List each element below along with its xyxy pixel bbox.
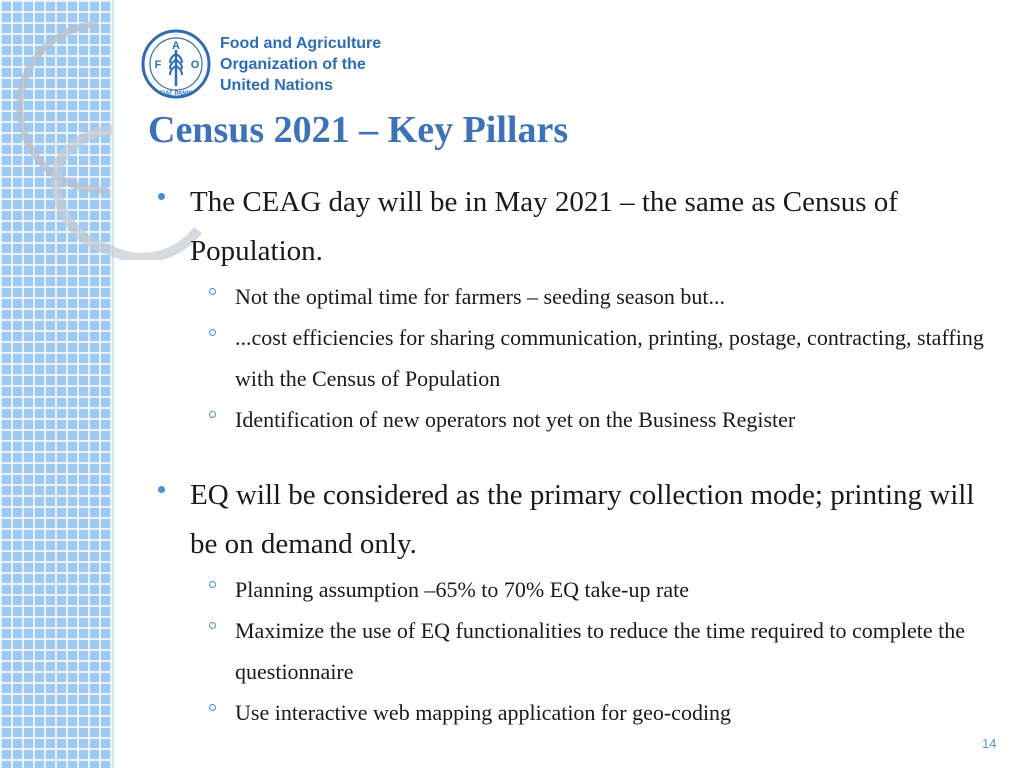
sub-text-1-2: ...cost efficiencies for sharing communication, printing, postage, contracting, staffing with the Census of Population	[235, 325, 984, 391]
emblem-letter-f: F	[154, 59, 162, 71]
sub-item-2-2	[158, 610, 998, 692]
fao-organization-name	[220, 33, 381, 96]
sub-text-1-3: Identification of new operators not yet on the Business Register	[235, 407, 796, 432]
emblem-letter-a: A	[172, 40, 180, 52]
bullet-text-2: EQ will be considered as the primary collection mode; printing will be on demand only.	[190, 479, 975, 560]
sub-item-2-3	[158, 692, 998, 733]
sub-bullet-circle-icon	[209, 581, 216, 588]
sub-item-1-1	[158, 276, 998, 317]
sub-bullet-circle-icon	[209, 704, 216, 711]
org-name-line-3: United Nations	[220, 77, 333, 94]
org-name-line-2: Organization of the	[220, 56, 366, 73]
bullet-text-1: The CEAG day will be in May 2021 – the same as Census of Population.	[190, 186, 898, 267]
sub-bullet-circle-icon	[209, 622, 216, 629]
bullet-dot-icon	[158, 193, 165, 200]
bullet-item-1	[158, 178, 998, 276]
sub-text-2-3: Use interactive web mapping application for geo-coding	[235, 700, 732, 725]
sub-text-1-1: Not the optimal time for farmers – seeding season but...	[235, 284, 725, 309]
emblem-letter-o: O	[190, 59, 200, 71]
sub-text-2-2: Maximize the use of EQ functionalities to reduce the time required to complete the questionnaire	[235, 618, 966, 684]
sub-bullet-circle-icon	[209, 288, 216, 295]
sub-bullet-circle-icon	[209, 329, 216, 336]
sub-item-1-3	[158, 399, 998, 440]
emblem-motto: FIAT PANIS	[159, 91, 193, 97]
bullet-item-2	[158, 471, 998, 569]
slide-title: Census 2021 – Key Pillars	[148, 109, 569, 151]
sub-text-2-1: Planning assumption –65% to 70% EQ take-up rate	[235, 577, 689, 602]
sub-bullet-circle-icon	[209, 411, 216, 418]
slide-content	[158, 178, 998, 733]
bullet-dot-icon	[158, 486, 165, 493]
page-number: 14	[982, 736, 997, 751]
sub-item-1-2	[158, 317, 998, 399]
org-name-line-1: Food and Agriculture	[220, 35, 382, 52]
fao-emblem-icon	[140, 28, 212, 100]
bullet-spacer	[158, 440, 998, 471]
sub-item-2-1	[158, 569, 998, 610]
